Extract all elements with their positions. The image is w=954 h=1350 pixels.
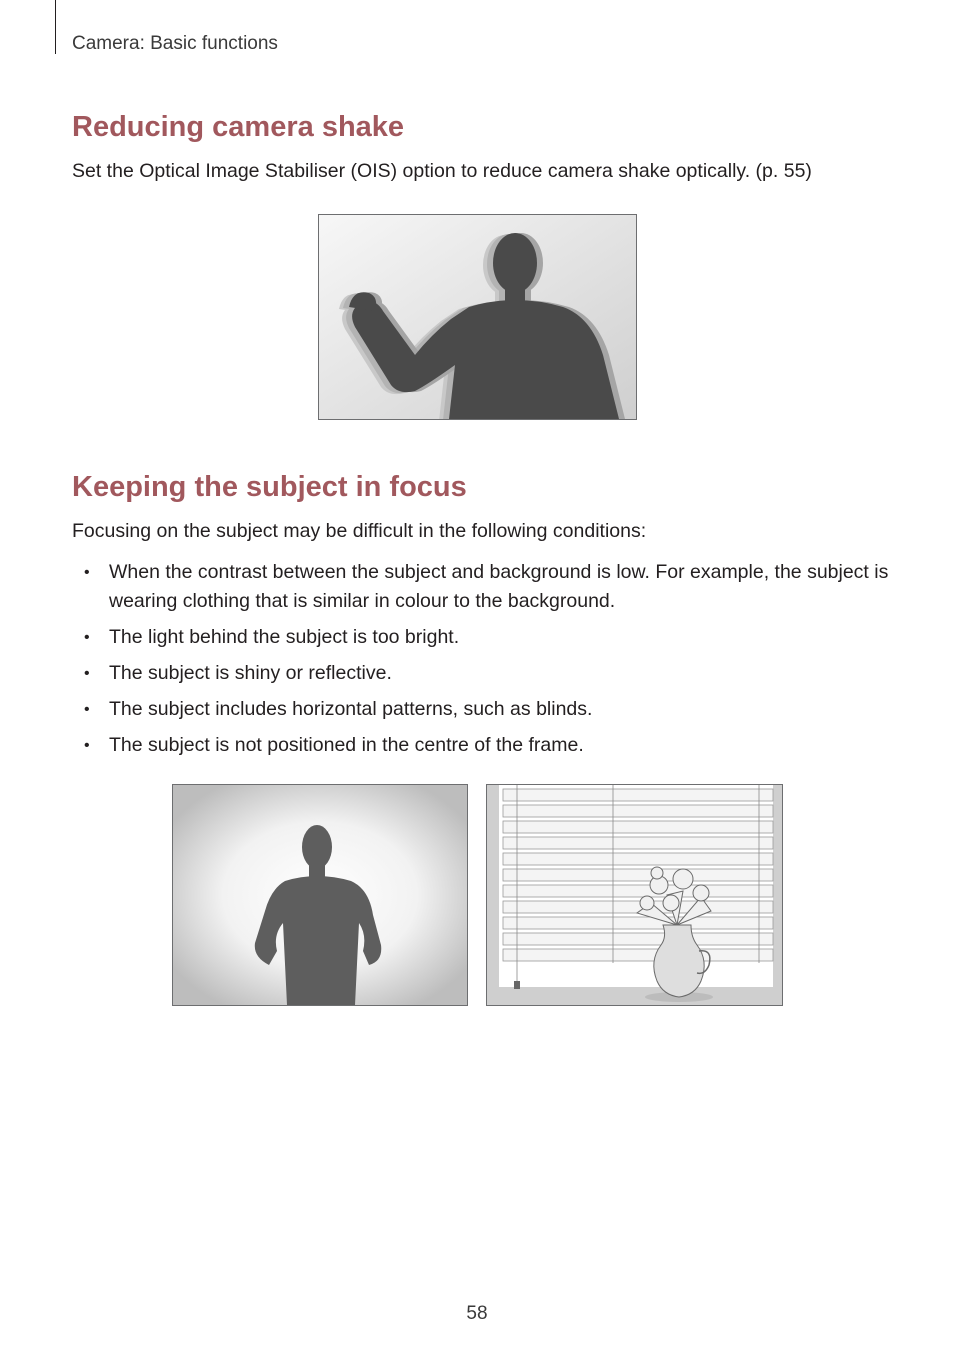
- blinds-and-vase-illustration: [486, 784, 783, 1006]
- margin-rule: [55, 0, 56, 54]
- bullet-icon: •: [84, 701, 90, 718]
- bullet-text: The light behind the subject is too bright.: [109, 626, 460, 648]
- bullet-icon: •: [84, 665, 90, 682]
- bullet-icon: •: [84, 564, 90, 581]
- camera-shake-illustration: [318, 214, 637, 420]
- bullet-text: The subject includes horizontal patterns, such as blinds.: [109, 698, 593, 720]
- list-item: [72, 695, 892, 724]
- heading-keeping-subject-in-focus: Keeping the subject in focus: [72, 471, 467, 503]
- shake-body-text: Set the Optical Image Stabiliser (OIS) option to reduce camera shake optically. (p. 55): [72, 160, 812, 182]
- bullet-text: The subject is not positioned in the centre of the frame.: [109, 734, 584, 756]
- list-item: [72, 558, 892, 616]
- backlit-subject-illustration: [172, 784, 468, 1006]
- running-header: Camera: Basic functions: [72, 33, 278, 54]
- list-item: [72, 659, 892, 688]
- page-number: 58: [466, 1303, 488, 1324]
- heading-reducing-camera-shake: Reducing camera shake: [72, 111, 405, 143]
- list-item: [72, 731, 892, 760]
- bullet-icon: •: [84, 737, 90, 754]
- focus-intro-text: Focusing on the subject may be difficult in the following conditions:: [72, 520, 647, 542]
- bullet-text: When the contrast between the subject and background is low. For example, the subject is wearing clothing that is similar in colour to the background.: [109, 561, 889, 612]
- bullet-icon: •: [84, 629, 90, 646]
- focus-conditions-list: [72, 558, 892, 767]
- bullet-text: The subject is shiny or reflective.: [109, 662, 392, 684]
- list-item: [72, 623, 892, 652]
